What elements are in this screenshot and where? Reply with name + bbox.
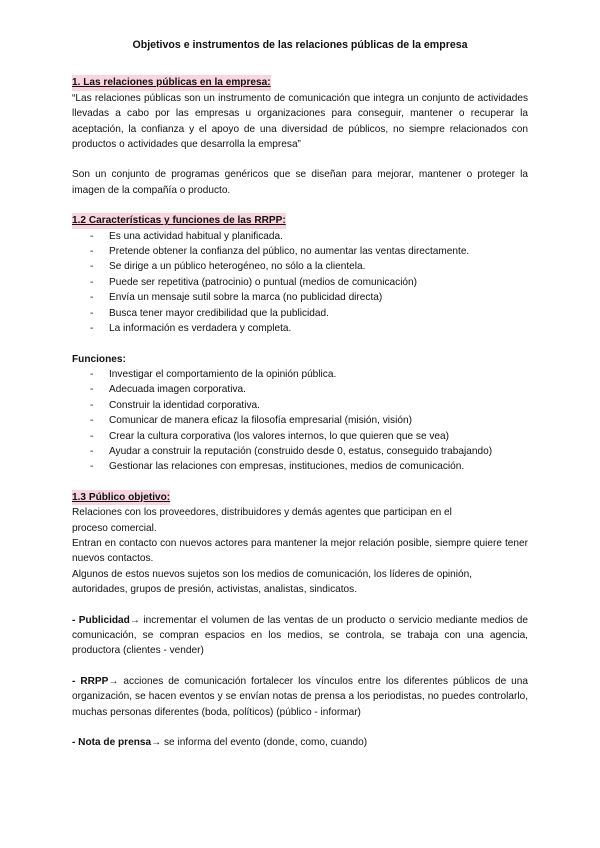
dash-bullet: - — [90, 430, 94, 442]
term-label: Publicidad — [78, 614, 130, 626]
characteristics-list — [72, 229, 528, 337]
dash-bullet: - — [90, 230, 94, 242]
term-label: Nota de prensa — [78, 737, 152, 749]
section-1 — [72, 75, 528, 198]
list-item: - Es una actividad habitual y planificada. — [72, 229, 528, 244]
dash-bullet: - — [90, 246, 94, 258]
list-item: - Gestionar las relaciones con empresas, instituciones, medios de comunicación. — [72, 459, 528, 474]
arrow-icon: → — [151, 737, 162, 749]
list-item: - Puede ser repetitiva (patrocinio) o puntual (medios de comunicación) — [72, 275, 528, 290]
section-1-paragraph: Son un conjunto de programas genéricos que se diseñan para mejorar, mantener o proteger la imagen de la compañía o producto. — [72, 169, 528, 196]
functions-section — [72, 352, 528, 475]
audience-line-4: autoridades, grupos de presión, activistas, analistas, sindicatos. — [72, 584, 358, 596]
dash-bullet: - — [90, 445, 94, 457]
dash-bullet: - — [90, 261, 94, 273]
section-1-quote: “Las relaciones públicas son un instrumento de comunicación que integra un conjunto de actividades llevadas a cabo por las empresas u organizaciones para conseguir, mantener o recuperar la aceptación, la confianza y el apoyo de una diversidad de públicos, no siempre relacionados con productos o actividades que desarrolla la empresa” — [72, 92, 528, 151]
dash-bullet: - — [90, 276, 94, 288]
audience-line-1: Relaciones con los proveedores, distribuidores y demás agentes que participan en el — [72, 507, 452, 519]
page-title: Objetivos e instrumentos de las relaciones públicas de la empresa — [132, 39, 468, 51]
list-item: - Adecuada imagen corporativa. — [72, 382, 528, 397]
term-rrpp: - RRPP→ acciones de comunicación fortalecer los vínculos entre los diferentes públicos de una organización, se hacen eventos y se envían notas de prensa a los periodistas, no puedes controlarlo, muchas personas diferentes (boda, políticos) (público - informar) — [72, 675, 528, 718]
list-item: - Construir la identidad corporativa. — [72, 398, 528, 413]
section-1-heading: 1. Las relaciones públicas en la empresa: — [72, 75, 271, 90]
arrow-icon: → — [129, 614, 140, 626]
audience-paragraph-2: Entran en contacto con nuevos actores para mantener la mejor relación posible, siempre quiere tener nuevos contactos. — [72, 537, 528, 565]
term-nota-de-prensa: - Nota de prensa→ se informa del evento (donde, como, cuando) — [72, 737, 368, 749]
dash-bullet: - — [90, 368, 94, 380]
document-page — [72, 38, 528, 750]
list-item: - Ayudar a construir la reputación (construido desde 0, estatus, conseguido trabajando) — [72, 444, 528, 459]
section-1-2 — [72, 213, 528, 336]
section-1-3 — [72, 490, 528, 598]
list-item: - Se dirige a un público heterogéneo, no sólo a la clientela. — [72, 259, 528, 274]
term-publicidad: - Publicidad→ incrementar el volumen de las ventas de un producto o servicio mediante medios de comunicación, se compran espacios en los medios, se controla, se trabaja con una agencia, productora (clientes - vender) — [72, 614, 528, 657]
dash-bullet: - — [90, 384, 94, 396]
term-label: RRPP — [80, 675, 109, 687]
dash-bullet: - — [90, 323, 94, 335]
list-item: - Envía un mensaje sutil sobre la marca (no publicidad directa) — [72, 290, 528, 305]
arrow-icon: → — [108, 675, 119, 687]
dash-bullet: - — [90, 307, 94, 319]
dash-bullet: - — [90, 415, 94, 427]
audience-line-3: Algunos de estos nuevos sujetos son los medios de comunicación, los líderes de opinión, — [72, 568, 473, 580]
list-item: - Investigar el comportamiento de la opinión pública. — [72, 367, 528, 382]
list-item: - Pretende obtener la confianza del público, no aumentar las ventas directamente. — [72, 244, 528, 259]
dash-bullet: - — [90, 461, 94, 473]
functions-list — [72, 367, 528, 475]
list-item: - Crear la cultura corporativa (los valores internos, lo que quieren que se vea) — [72, 429, 528, 444]
audience-line-2: proceso comercial. — [72, 522, 157, 534]
functions-heading: Funciones: — [72, 353, 126, 365]
section-1-3-heading: 1.3 Público objetivo: — [72, 490, 170, 505]
section-1-2-heading: 1.2 Características y funciones de las RRPP: — [72, 213, 286, 228]
dash-bullet: - — [90, 292, 94, 304]
list-item: - La información es verdadera y completa. — [72, 321, 528, 336]
list-item: - Comunicar de manera eficaz la filosofía empresarial (misión, visión) — [72, 413, 528, 428]
list-item: - Busca tener mayor credibilidad que la publicidad. — [72, 306, 528, 321]
dash-bullet: - — [90, 399, 94, 411]
